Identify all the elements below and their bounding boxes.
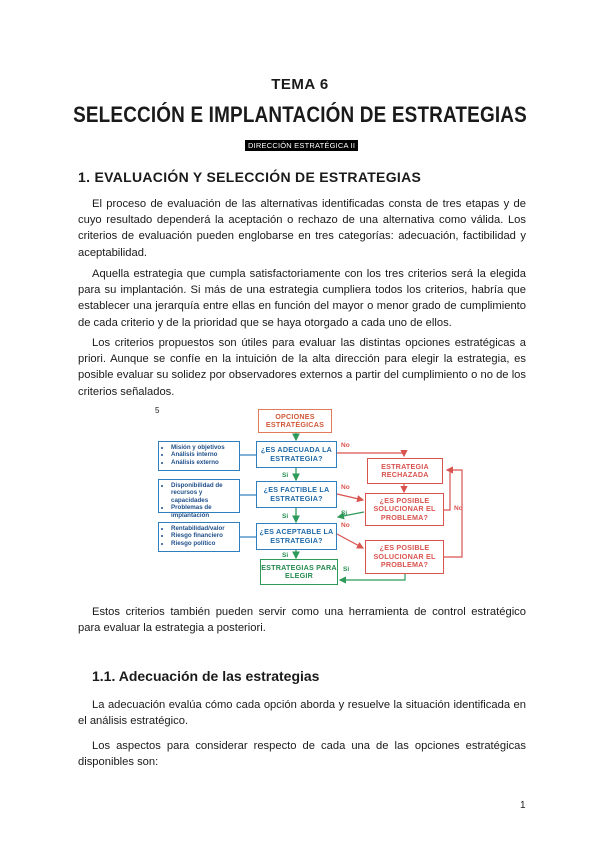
criteria-aceptabilidad-box — [158, 522, 240, 552]
es-aceptable-node: ¿ES ACEPTABLE LA ESTRATEGIA? — [256, 523, 337, 550]
posible-solucionar-node-2: ¿ES POSIBLE SOLUCIONAR EL PROBLEMA? — [365, 540, 444, 574]
label-si: Si — [282, 513, 289, 520]
page-number: 1 — [520, 800, 526, 811]
es-adecuada-node: ¿ES ADECUADA LA ESTRATEGIA? — [256, 441, 337, 468]
paragraph-control-estrategico: Estos criterios también pueden servir como una herramienta de control estratégico para evaluar la estrategia a posteriori. — [78, 606, 526, 635]
label-si: Si — [341, 510, 348, 517]
opciones-estrategicas-node: OPCIONES ESTRATÉGICAS — [258, 409, 332, 433]
tema-number: TEMA 6 — [271, 76, 329, 93]
criteria-item: • Análisis interno — [171, 451, 236, 458]
label-si: Si — [282, 552, 289, 559]
label-no: No — [454, 505, 463, 512]
estrategia-rechazada-node: ESTRATEGIA RECHAZADA — [367, 458, 443, 484]
estrategias-para-elegir-node: ESTRATEGIAS PARA ELEGIR — [260, 559, 338, 585]
criteria-item: • Problemas de implantación — [171, 504, 236, 519]
paragraph-adecuacion: La adecuación evalúa cómo cada opción aborda y resuelve la situación identificada en el análisis estratégico. — [78, 699, 526, 728]
es-factible-node: ¿ES FACTIBLE LA ESTRATEGIA? — [256, 481, 337, 508]
paragraph-aspectos: Los aspectos para considerar respecto de cada una de las opciones estratégicas disponibles son: — [78, 740, 526, 769]
section-1-heading: 1. EVALUACIÓN Y SELECCIÓN DE ESTRATEGIAS — [78, 169, 422, 185]
label-no: No — [341, 484, 350, 491]
paragraph-criteria-selection: Aquella estrategia que cumpla satisfactoriamente con los tres criterios será la elegida para su implantación. Si más de una estrategia cumpliera todos los criterios, habría que establecer una jerarquía entre ellas en función del mayor o menor grado de cumplimiento de cada criterio y de la prioridad que se haya otorgado a cada uno de ellos. — [78, 268, 526, 329]
paragraph-evaluation-process: El proceso de evaluación de las alternativas identificadas consta de tres etapas y de cuyo resultado dependerá la aceptación o rechazo de una alternativa como válida. Los criterios de evaluación pueden englobarse en tres categorías: adecuación, factibilidad y aceptabilidad. — [78, 198, 526, 259]
section-1-1-heading: 1.1. Adecuación de las estrategias — [92, 668, 320, 684]
label-no: No — [341, 442, 350, 449]
criteria-item: • Riesgo financiero — [171, 532, 236, 539]
criteria-item: • Análisis externo — [171, 459, 236, 466]
criteria-item: • Disponibilidad de recursos y capacidades — [171, 482, 236, 504]
criteria-item: • Riesgo político — [171, 540, 236, 547]
label-si: Si — [343, 566, 350, 573]
label-no: No — [341, 522, 350, 529]
paragraph-criteria-usefulness: Los criterios propuestos son útiles para evaluar las distintas opciones estratégicas a priori. Aunque se confíe en la intuición de la alta dirección para elegir la estrategia, es posible evaluar su solidez por observadores externos a partir del cumplimiento o no de los criterios señalados. — [78, 337, 526, 398]
criteria-item: • Rentabilidad/valor — [171, 525, 236, 532]
criteria-factibilidad-box — [158, 479, 240, 519]
criteria-item: • Misión y objetivos — [171, 444, 236, 451]
document-title: SELECCIÓN E IMPLANTACIÓN DE ESTRATEGIAS — [73, 102, 527, 127]
subject-badge: DIRECCIÓN ESTRATÉGICA II — [245, 140, 358, 151]
label-si: Si — [282, 472, 289, 479]
criteria-adecuacion-box — [158, 441, 240, 471]
posible-solucionar-node-1: ¿ES POSIBLE SOLUCIONAR EL PROBLEMA? — [365, 493, 444, 526]
figure-number: 5 — [155, 406, 160, 415]
